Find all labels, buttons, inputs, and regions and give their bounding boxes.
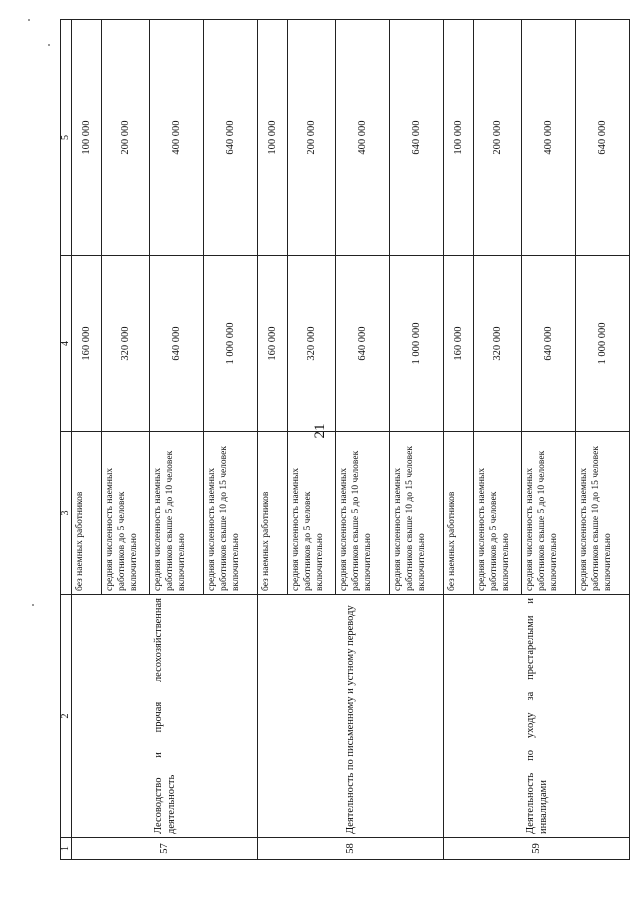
value-col4: 640 000 — [336, 256, 390, 432]
header-cell-5: 5 — [61, 20, 72, 256]
value-col4: 640 000 — [150, 256, 204, 432]
page-number: 21 — [312, 423, 328, 439]
criterion-cell: средняя численность наемных работников до 5 человек включительно — [102, 432, 150, 595]
value-col4: 640 000 — [522, 256, 576, 432]
value-col5: 400 000 — [522, 20, 576, 256]
value-col4: 320 000 — [474, 256, 522, 432]
value-col5: 400 000 — [150, 20, 204, 256]
activity-name: Лесоводство и прочая лесохозяйственная деятельность — [72, 595, 258, 838]
row-number: 57 — [72, 838, 258, 860]
scan-speck — [32, 604, 34, 606]
value-col5: 640 000 — [576, 20, 630, 256]
header-cell-1: 1 — [61, 838, 72, 860]
criterion-cell: средняя численность наемных работников до 5 человек включительно — [288, 432, 336, 595]
criterion-cell: средняя численность наемных работников свыше 5 до 10 человек включительно — [150, 432, 204, 595]
tariff-table — [60, 19, 630, 860]
criterion-cell: без наемных работников — [72, 432, 102, 595]
criterion-cell: без наемных работников — [444, 432, 474, 595]
criterion-cell: средняя численность наемных работников свыше 10 до 15 человек включительно — [390, 432, 444, 595]
value-col4: 1 000 000 — [390, 256, 444, 432]
value-col4: 160 000 — [444, 256, 474, 432]
criterion-cell: средняя численность наемных работников свыше 10 до 15 человек включительно — [576, 432, 630, 595]
activity-name: Деятельность по письменному и устному переводу — [258, 595, 444, 838]
value-col4: 160 000 — [72, 256, 102, 432]
scan-speck — [48, 44, 50, 46]
value-col4: 320 000 — [102, 256, 150, 432]
value-col5: 400 000 — [336, 20, 390, 256]
criterion-cell: без наемных работников — [258, 432, 288, 595]
header-cell-3: 3 — [61, 432, 72, 595]
value-col4: 160 000 — [258, 256, 288, 432]
table-row — [444, 20, 474, 860]
value-col5: 640 000 — [204, 20, 258, 256]
header-row — [61, 20, 72, 860]
value-col4: 1 000 000 — [576, 256, 630, 432]
row-number: 59 — [444, 838, 630, 860]
table-body — [61, 20, 630, 860]
value-col5: 200 000 — [102, 20, 150, 256]
criterion-cell: средняя численность наемных работников до 5 человек включительно — [474, 432, 522, 595]
header-cell-2: 2 — [61, 595, 72, 838]
value-col5: 200 000 — [474, 20, 522, 256]
activity-name: Деятельность по уходу за престарелыми и инвалидами — [444, 595, 630, 838]
table-row — [258, 20, 288, 860]
value-col5: 100 000 — [258, 20, 288, 256]
table-row — [72, 20, 102, 860]
value-col5: 200 000 — [288, 20, 336, 256]
value-col5: 100 000 — [444, 20, 474, 256]
row-number: 58 — [258, 838, 444, 860]
value-col4: 1 000 000 — [204, 256, 258, 432]
value-col4: 320 000 — [288, 256, 336, 432]
criterion-cell: средняя численность наемных работников свыше 5 до 10 человек включительно — [522, 432, 576, 595]
header-cell-4: 4 — [61, 256, 72, 432]
value-col5: 100 000 — [72, 20, 102, 256]
rotated-table-container — [60, 20, 625, 860]
criterion-cell: средняя численность наемных работников свыше 5 до 10 человек включительно — [336, 432, 390, 595]
criterion-cell: средняя численность наемных работников свыше 10 до 15 человек включительно — [204, 432, 258, 595]
scan-speck — [28, 19, 30, 21]
value-col5: 640 000 — [390, 20, 444, 256]
